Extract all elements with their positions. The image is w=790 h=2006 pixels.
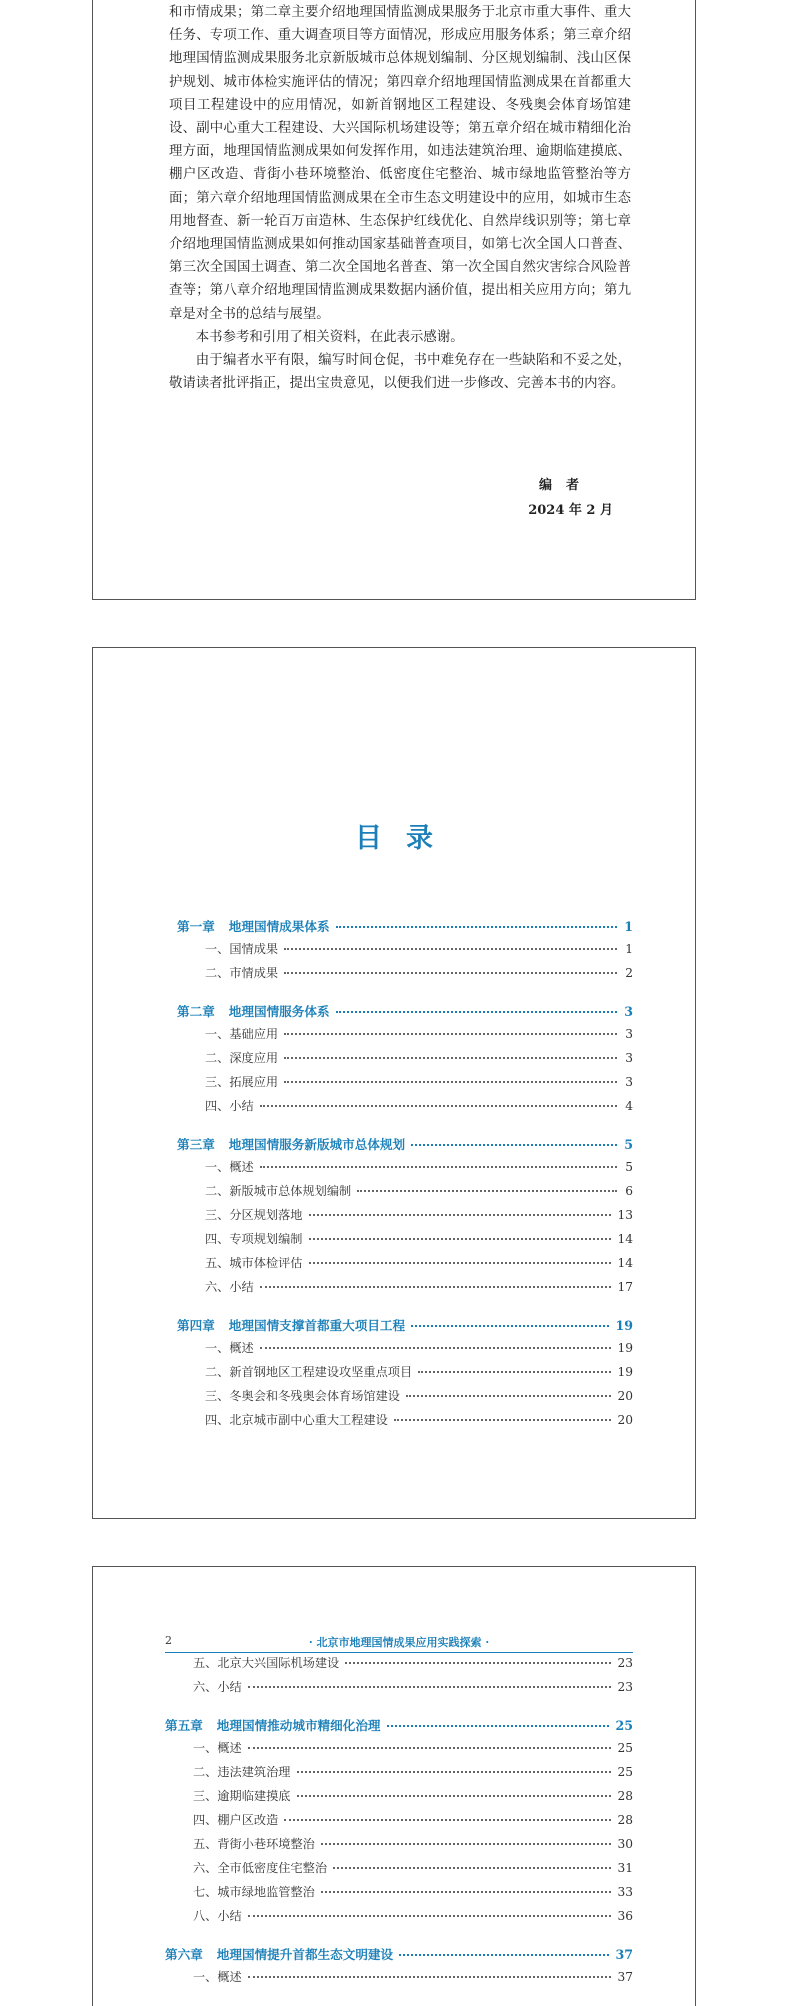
toc-page-number: 14 — [617, 1256, 633, 1270]
toc-dot-leader — [248, 1915, 612, 1917]
toc-chapter-label — [165, 1715, 381, 1734]
toc-section-label: 四、专项规划编制 — [205, 1232, 303, 1246]
toc-chapter-entry[interactable] — [177, 1001, 633, 1025]
toc-chapter-title: 地理国情支撑首都重大项目工程 — [228, 1318, 406, 1333]
running-head-title: · 北京市地理国情成果应用实践探索 · — [308, 1636, 490, 1649]
toc-dot-leader — [260, 1286, 612, 1288]
toc-page-number: 37 — [615, 1947, 633, 1962]
toc-chapter-label — [177, 1001, 330, 1020]
toc-section-entry[interactable] — [177, 1073, 633, 1097]
toc-page-number: 25 — [615, 1718, 633, 1733]
toc-chapter-label — [177, 1315, 405, 1334]
toc-dot-leader — [418, 1371, 611, 1373]
toc-dot-leader — [284, 1081, 617, 1083]
toc-section-entry[interactable] — [177, 1230, 633, 1254]
toc-section-entry[interactable] — [177, 1182, 633, 1206]
toc-section-label: 三、冬奥会和冬残奥会体育场馆建设 — [205, 1389, 400, 1403]
page-number: 2 — [165, 1634, 172, 1647]
toc-chapter-number: 第二章 — [177, 1004, 215, 1019]
toc-continued-page — [92, 1566, 696, 2006]
toc-section-entry[interactable] — [165, 1859, 633, 1883]
toc-page-number: 20 — [617, 1389, 633, 1403]
toc-section-entry[interactable] — [177, 1025, 633, 1049]
toc-page-number: 3 — [625, 1027, 633, 1041]
toc-chapter-title: 地理国情成果体系 — [228, 919, 330, 934]
toc-page-number: 28 — [617, 1789, 633, 1803]
toc-section-label: 六、全市低密度住宅整治 — [193, 1861, 328, 1875]
toc-dot-leader — [284, 1819, 611, 1821]
toc-section-entry[interactable] — [165, 1968, 633, 1992]
toc-chapter-number: 第一章 — [177, 919, 215, 934]
toc-dot-leader — [284, 1033, 617, 1035]
toc-page-number: 23 — [617, 1680, 633, 1694]
toc-chapter-title: 地理国情提升首都生态文明建设 — [216, 1947, 394, 1962]
toc-section-entry[interactable] — [177, 1387, 633, 1411]
toc-chapter-title: 地理国情服务体系 — [228, 1004, 330, 1019]
toc-section-label: 二、新版城市总体规划编制 — [205, 1184, 352, 1198]
toc-section-label: 五、城市体检评估 — [205, 1256, 303, 1270]
toc-page — [92, 647, 696, 1519]
toc-section-label: 一、国情成果 — [205, 942, 279, 956]
toc-dot-leader — [411, 1325, 609, 1327]
toc-chapter-label — [177, 916, 330, 935]
toc-section-label: 四、北京城市副中心重大工程建设 — [205, 1413, 388, 1427]
toc-section-label: 一、基础应用 — [205, 1027, 279, 1041]
toc-section-label: 二、新首钢地区工程建设攻坚重点项目 — [205, 1365, 413, 1379]
toc-dot-leader — [394, 1419, 612, 1421]
toc-chapter-number: 第三章 — [177, 1137, 215, 1152]
toc-dot-leader — [248, 1976, 612, 1978]
toc-section-label: 六、小结 — [193, 1680, 242, 1694]
toc-dot-leader — [336, 1011, 617, 1013]
toc-chapter-number: 第五章 — [165, 1718, 203, 1733]
toc-dot-leader — [333, 1867, 611, 1869]
toc-section-label: 二、深度应用 — [205, 1051, 279, 1065]
toc-section-entry[interactable] — [177, 1278, 633, 1302]
toc-section-label: 四、小结 — [205, 1099, 254, 1113]
toc-dot-leader — [321, 1843, 612, 1845]
toc-dot-leader — [284, 972, 617, 974]
toc-section-label: 二、市情成果 — [205, 966, 279, 980]
toc-section-entry[interactable] — [177, 1049, 633, 1073]
toc-section-entry[interactable] — [165, 1678, 633, 1702]
toc-chapter-title: 地理国情推动城市精细化治理 — [216, 1718, 381, 1733]
toc-chapter-entry[interactable] — [177, 1134, 633, 1158]
toc-chapter-label — [177, 1134, 405, 1153]
toc-section-label: 一、概述 — [205, 1341, 254, 1355]
toc-section-entry[interactable] — [177, 964, 633, 988]
toc-dot-leader — [345, 1662, 611, 1664]
toc-section-entry[interactable] — [165, 1787, 633, 1811]
toc-page-number: 25 — [617, 1741, 633, 1755]
toc-section-label: 三、分区规划落地 — [205, 1208, 303, 1222]
toc-section-entry[interactable] — [165, 1907, 633, 1931]
preface-paragraph: 由于编者水平有限，编写时间仓促，书中难免存在一些缺陷和不妥之处，敬请读者批评指正，提出宝贵意见，以便我们进一步修改、完善本书的内容。 — [169, 353, 631, 392]
toc-list — [177, 916, 633, 1435]
toc-section-label: 八、小结 — [193, 1909, 242, 1923]
preface-paragraph: 和市情成果；第二章主要介绍地理国情监测成果服务于北京市重大事件、重大任务、专项工作、重大调查项目等方面情况，形成应用服务体系；第三章介绍地理国情监测成果服务北京新版城市总体规划编制、分区规划编制、浅山区保护规划、城市体检实施评估的情况；第四章介绍地理国情监测成果在首都重大项目工程建设中的应用情况，如新首钢地区工程建设、冬残奥会体育场馆建设、副中心重大工程建设、大兴国际机场建设等；第五章介绍在城市精细化治理方面，地理国情监测成果如何发挥作用，如违法建筑治理、逾期临建摸底、棚户区改造、背街小巷环境整治、低密度住宅整治、城市绿地监管整治等方面；第六章介绍地理国情监测成果在全市生态文明建设中的应用，如城市生态用地督查、新一轮百万亩造林、生态保护红线优化、自然岸线识别等；第七章介绍地理国情监测成果如何推动国家基础普查项目，如第七次全国人口普查、第三次全国国土调查、第二次全国地名普查、第一次全国自然灾害综合风险普查等；第八章介绍地理国情监测成果数据内涵价值，提出相关应用方向；第九章是对全书的总结与展望。 — [169, 5, 631, 322]
toc-section-entry[interactable] — [177, 1158, 633, 1182]
toc-page-number: 13 — [617, 1208, 633, 1222]
toc-dot-leader — [260, 1166, 617, 1168]
toc-page-number: 1 — [624, 919, 633, 934]
toc-page-number: 5 — [625, 1160, 633, 1174]
toc-section-entry[interactable] — [177, 1339, 633, 1363]
preface-paragraph: 本书参考和引用了相关资料，在此表示感谢。 — [195, 329, 464, 345]
toc-page-number: 33 — [617, 1885, 633, 1899]
toc-page-number: 2 — [625, 966, 633, 980]
toc-page-number: 37 — [617, 1970, 633, 1984]
toc-section-label: 五、北京大兴国际机场建设 — [193, 1656, 340, 1670]
toc-page-number: 20 — [617, 1413, 633, 1427]
toc-dot-leader — [406, 1395, 611, 1397]
toc-section-label: 五、背街小巷环境整治 — [193, 1837, 315, 1851]
toc-dot-leader — [260, 1347, 612, 1349]
toc-page-number: 19 — [617, 1365, 633, 1379]
preface-body — [169, 1, 631, 395]
toc-dot-leader — [284, 948, 617, 950]
toc-section-entry[interactable] — [177, 1097, 633, 1121]
toc-page-number: 3 — [625, 1075, 633, 1089]
toc-page-number: 3 — [625, 1051, 633, 1065]
toc-chapter-label — [165, 1944, 393, 1963]
toc-chapter-entry[interactable] — [177, 1315, 633, 1339]
toc-section-entry[interactable] — [165, 1835, 633, 1859]
toc-title: 目录 — [355, 823, 457, 854]
toc-chapter-entry[interactable] — [177, 916, 633, 940]
toc-section-entry[interactable] — [177, 1411, 633, 1435]
toc-section-entry[interactable] — [177, 1206, 633, 1230]
toc-dot-leader — [399, 1954, 609, 1956]
toc-dot-leader — [387, 1725, 610, 1727]
toc-section-entry[interactable] — [177, 940, 633, 964]
toc-section-entry[interactable] — [165, 1883, 633, 1907]
toc-page-number: 25 — [617, 1765, 633, 1779]
toc-page-number: 28 — [617, 1813, 633, 1827]
toc-section-label: 六、小结 — [205, 1280, 254, 1294]
toc-section-entry[interactable] — [165, 1739, 633, 1763]
toc-page-number: 1 — [625, 942, 633, 956]
toc-section-label: 四、棚户区改造 — [193, 1813, 279, 1827]
toc-chapter-entry[interactable] — [165, 1715, 633, 1739]
toc-dot-leader — [248, 1686, 612, 1688]
toc-page-number: 19 — [617, 1341, 633, 1355]
toc-dot-leader — [284, 1057, 617, 1059]
preface-date: 2024 年 2 月 — [528, 503, 613, 518]
toc-chapter-entry[interactable] — [165, 1944, 633, 1968]
preface-page — [92, 0, 696, 600]
toc-dot-leader — [411, 1144, 617, 1146]
toc-section-label: 三、拓展应用 — [205, 1075, 279, 1089]
toc-dot-leader — [336, 926, 617, 928]
toc-section-label: 三、逾期临建摸底 — [193, 1789, 291, 1803]
toc-section-entry[interactable] — [165, 1763, 633, 1787]
toc-dot-leader — [297, 1771, 612, 1773]
toc-page-number: 6 — [625, 1184, 633, 1198]
toc-page-number: 31 — [617, 1861, 633, 1875]
toc-section-label: 一、概述 — [193, 1741, 242, 1755]
toc-dot-leader — [297, 1795, 612, 1797]
toc-page-number: 17 — [617, 1280, 633, 1294]
toc-section-entry[interactable] — [177, 1363, 633, 1387]
toc-dot-leader — [260, 1105, 617, 1107]
toc-dot-leader — [309, 1262, 612, 1264]
toc-dot-leader — [309, 1214, 612, 1216]
toc-page-number: 19 — [615, 1318, 633, 1333]
toc-page-number: 14 — [617, 1232, 633, 1246]
toc-chapter-title: 地理国情服务新版城市总体规划 — [228, 1137, 406, 1152]
running-header — [165, 1634, 633, 1653]
toc-section-entry[interactable] — [177, 1254, 633, 1278]
toc-section-label: 七、城市绿地监管整治 — [193, 1885, 315, 1899]
toc-page-number: 23 — [617, 1656, 633, 1670]
toc-chapter-number: 第六章 — [165, 1947, 203, 1962]
toc-page-number: 30 — [617, 1837, 633, 1851]
toc-dot-leader — [248, 1747, 612, 1749]
toc-dot-leader — [309, 1238, 612, 1240]
toc-page-number: 5 — [624, 1137, 633, 1152]
toc-list-continued — [165, 1654, 633, 1992]
toc-dot-leader — [357, 1190, 617, 1192]
toc-page-number: 36 — [617, 1909, 633, 1923]
preface-signature: 编者 — [538, 478, 593, 493]
toc-section-entry[interactable] — [165, 1811, 633, 1835]
toc-section-entry[interactable] — [165, 1654, 633, 1678]
toc-chapter-number: 第四章 — [177, 1318, 215, 1333]
toc-section-label: 二、违法建筑治理 — [193, 1765, 291, 1779]
toc-dot-leader — [321, 1891, 612, 1893]
toc-page-number: 4 — [625, 1099, 633, 1113]
toc-section-label: 一、概述 — [193, 1970, 242, 1984]
toc-page-number: 3 — [624, 1004, 633, 1019]
toc-section-label: 一、概述 — [205, 1160, 254, 1174]
